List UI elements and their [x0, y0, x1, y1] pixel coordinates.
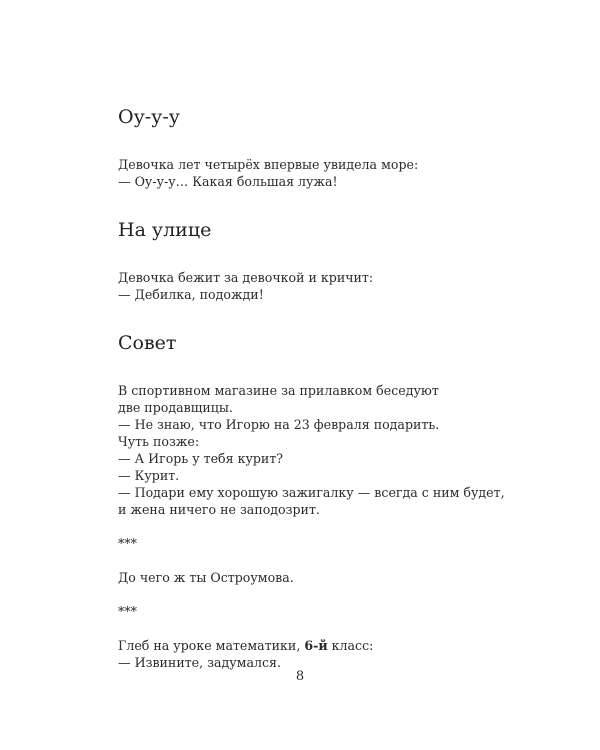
text-line: Девочка лет четырёх впервые увидела море:: [118, 157, 419, 172]
text-line: — Не знаю, что Игорю на 23 февраля подарить.: [118, 417, 440, 432]
page-number: 8: [295, 669, 305, 684]
section-title-ou: Оу-у-у: [118, 106, 180, 128]
page-body: [118, 104, 558, 671]
text-line: В спортивном магазине за прилавком беседуют: [118, 383, 439, 398]
text-line: Чуть позже:: [118, 434, 200, 449]
separator-asterisks: ***: [118, 536, 137, 551]
text-line: и жена ничего не заподозрит.: [118, 502, 320, 517]
text-line-gleb: [118, 637, 558, 654]
separator-asterisks: ***: [118, 604, 137, 619]
text-line: Девочка бежит за девочкой и кричит:: [118, 270, 374, 285]
text-line: — Курит.: [118, 468, 180, 483]
text-line: До чего ж ты Остроумова.: [118, 570, 294, 585]
text-line: — Извините, задумался.: [118, 655, 281, 670]
text-fragment: Глеб на уроке математики,: [118, 638, 305, 653]
section-title-advice: Совет: [118, 332, 177, 354]
text-fragment: класс:: [327, 638, 374, 653]
text-line: — Подари ему хорошую зажигалку — всегда с ним будет,: [118, 485, 505, 500]
bold-grade: 6-й: [304, 638, 328, 653]
section-title-street: На улице: [118, 219, 212, 241]
text-line: — Оу-у-у… Какая большая лужа!: [118, 174, 338, 189]
text-line: — А Игорь у тебя курит?: [118, 451, 284, 466]
text-line: две продавщицы.: [118, 400, 233, 415]
text-line: — Дебилка, подожди!: [118, 287, 264, 302]
